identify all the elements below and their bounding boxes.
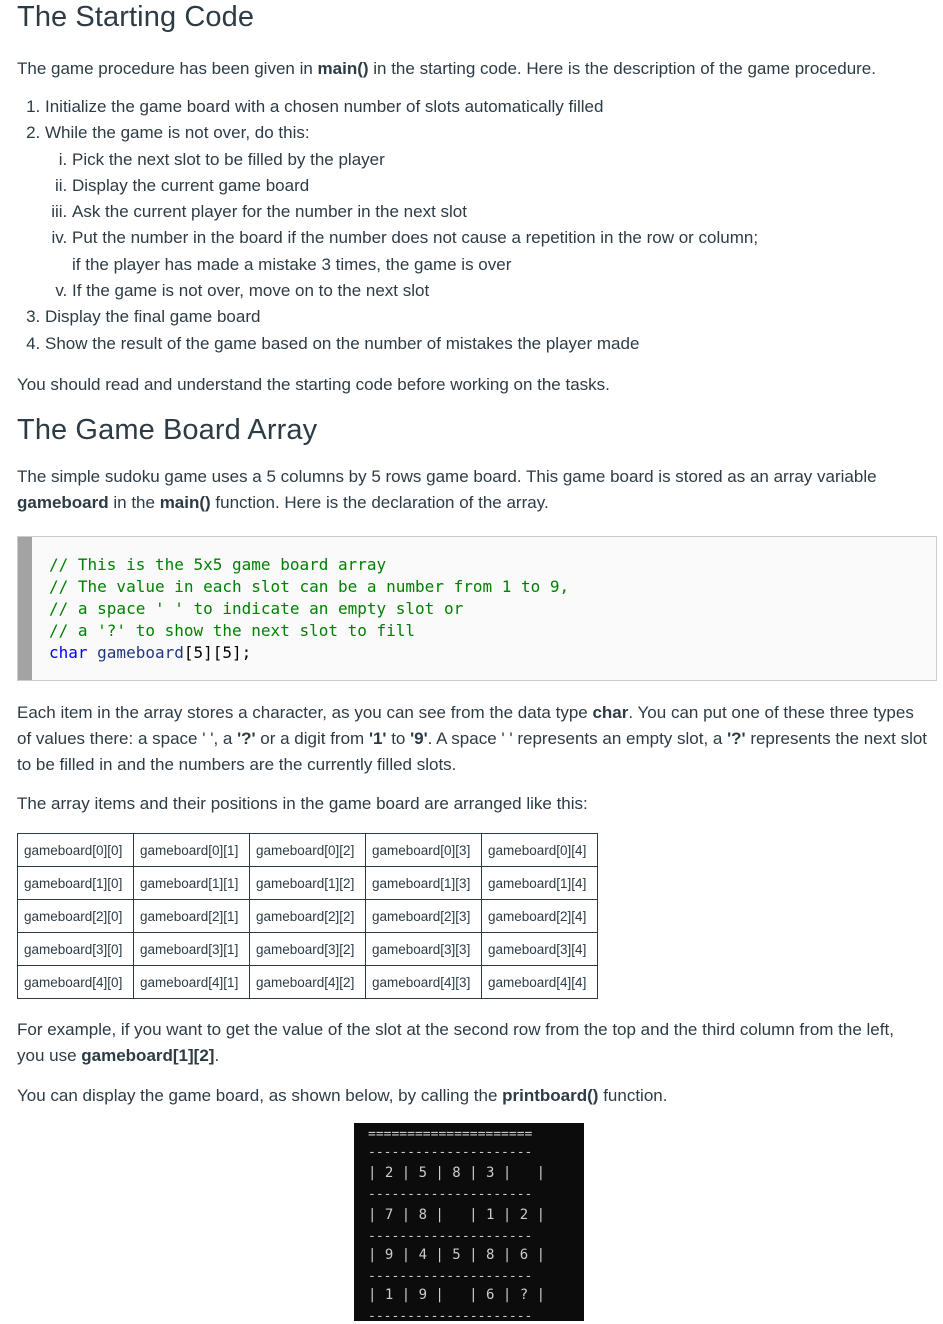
table-cell: gameboard[2][3] <box>366 900 482 933</box>
table-cell: gameboard[3][0] <box>18 933 134 966</box>
console-line: --------------------- <box>368 1309 533 1324</box>
table-cell: gameboard[3][3] <box>366 933 482 966</box>
section-title-starting-code: The Starting Code <box>17 1 255 33</box>
sub-procedure-list <box>45 147 758 305</box>
example-paragraph: For example, if you want to get the value of the slot at the second row from the top and the third column from the left, you use gameboard[1][2]. <box>17 1020 894 1065</box>
table-cell: gameboard[0][4] <box>482 834 598 867</box>
table-row <box>18 834 598 867</box>
list-item: ii. Display the current game board <box>72 173 758 199</box>
table-row <box>18 900 598 933</box>
arrangement-paragraph: The array items and their positions in the game board are arranged like this: <box>17 794 588 813</box>
console-line: --------------------- <box>368 1269 533 1284</box>
console-line: --------------------- <box>368 1229 533 1244</box>
table-cell: gameboard[4][1] <box>134 966 250 999</box>
list-item: iii. Ask the current player for the number in the next slot <box>72 199 758 225</box>
console-gameboard-screenshot <box>354 1123 584 1324</box>
intro-paragraph: The game procedure has been given in main() in the starting code. Here is the description of the game procedure. <box>17 59 876 78</box>
console-line: | 9 | 4 | 5 | 8 | 6 | <box>368 1247 546 1263</box>
list-item: 2. While the game is not over, do this: i. Pick the next slot to be filled by the player ii. Display the current game board iii. Ask the current player for the number in the next slot iv. Put the number in the board if the number does not cause a repetition in the row or column; if the player has made a mistake 3 times, the game is over v. If the game is not over, move on to the next slot <box>45 120 758 304</box>
table-row <box>18 867 598 900</box>
list-item: v. If the game is not over, move on to the next slot <box>72 278 758 304</box>
gameboard-positions-table <box>17 833 598 999</box>
console-line: --------------------- <box>368 1187 533 1202</box>
table-cell: gameboard[0][1] <box>134 834 250 867</box>
table-cell: gameboard[0][3] <box>366 834 482 867</box>
table-cell: gameboard[4][0] <box>18 966 134 999</box>
array-intro-paragraph: The simple sudoku game uses a 5 columns by 5 rows game board. This game board is stored as an array variable gameboard in the main() function. Here is the declaration of the array. <box>17 467 877 512</box>
console-line: | 1 | 9 | | 6 | ? | <box>368 1287 546 1303</box>
table-cell: gameboard[3][1] <box>134 933 250 966</box>
list-item: iv. Put the number in the board if the number does not cause a repetition in the row or column; if the player has made a mistake 3 times, the game is over <box>72 225 758 278</box>
table-cell: gameboard[1][4] <box>482 867 598 900</box>
char-description-paragraph: Each item in the array stores a character, as you can see from the data type char. You can put one of these three types of values there: a space ' ', a '?' or a digit from '1' to '9'. A space ' ' represents an empty slot, a '?' represents the next slot to be filled in and the numbers are the currently filled slots. <box>17 703 928 774</box>
list-item: 1. Initialize the game board with a chosen number of slots automatically filled <box>45 94 758 120</box>
table-cell: gameboard[2][1] <box>134 900 250 933</box>
outro-paragraph: You should read and understand the starting code before working on the tasks. <box>17 375 610 394</box>
code-block-accent-bar <box>18 537 32 680</box>
table-cell: gameboard[4][2] <box>250 966 366 999</box>
list-item: 4. Show the result of the game based on the number of mistakes the player made <box>45 331 758 357</box>
table-cell: gameboard[2][2] <box>250 900 366 933</box>
section-title-game-board-array: The Game Board Array <box>17 414 318 446</box>
table-row <box>18 966 598 999</box>
table-cell: gameboard[4][4] <box>482 966 598 999</box>
printboard-paragraph: You can display the game board, as shown below, by calling the printboard() function. <box>17 1086 668 1105</box>
table-row <box>18 933 598 966</box>
table-cell: gameboard[1][2] <box>250 867 366 900</box>
table-cell: gameboard[3][2] <box>250 933 366 966</box>
list-item: 3. Display the final game board <box>45 304 758 330</box>
code-block <box>17 536 937 681</box>
table-cell: gameboard[1][0] <box>18 867 134 900</box>
code-listing: // This is the 5x5 game board array // The value in each slot can be a number from 1 to 9, // a space ' ' to indicate an empty slot or // a '?' to show the next slot to fill char gameboard[5][5]; <box>49 555 570 662</box>
table-cell: gameboard[2][0] <box>18 900 134 933</box>
table-cell: gameboard[4][3] <box>366 966 482 999</box>
console-line: | 2 | 5 | 8 | 3 | | <box>368 1165 546 1181</box>
table-cell: gameboard[0][2] <box>250 834 366 867</box>
console-line: ===================== <box>368 1127 533 1142</box>
table-cell: gameboard[2][4] <box>482 900 598 933</box>
list-item: i. Pick the next slot to be filled by the player <box>72 147 758 173</box>
console-line: --------------------- <box>368 1145 533 1160</box>
table-cell: gameboard[1][1] <box>134 867 250 900</box>
table-cell: gameboard[1][3] <box>366 867 482 900</box>
console-line: | 7 | 8 | | 1 | 2 | <box>368 1207 546 1223</box>
table-cell: gameboard[0][0] <box>18 834 134 867</box>
table-cell: gameboard[3][4] <box>482 933 598 966</box>
procedure-list <box>17 94 758 357</box>
